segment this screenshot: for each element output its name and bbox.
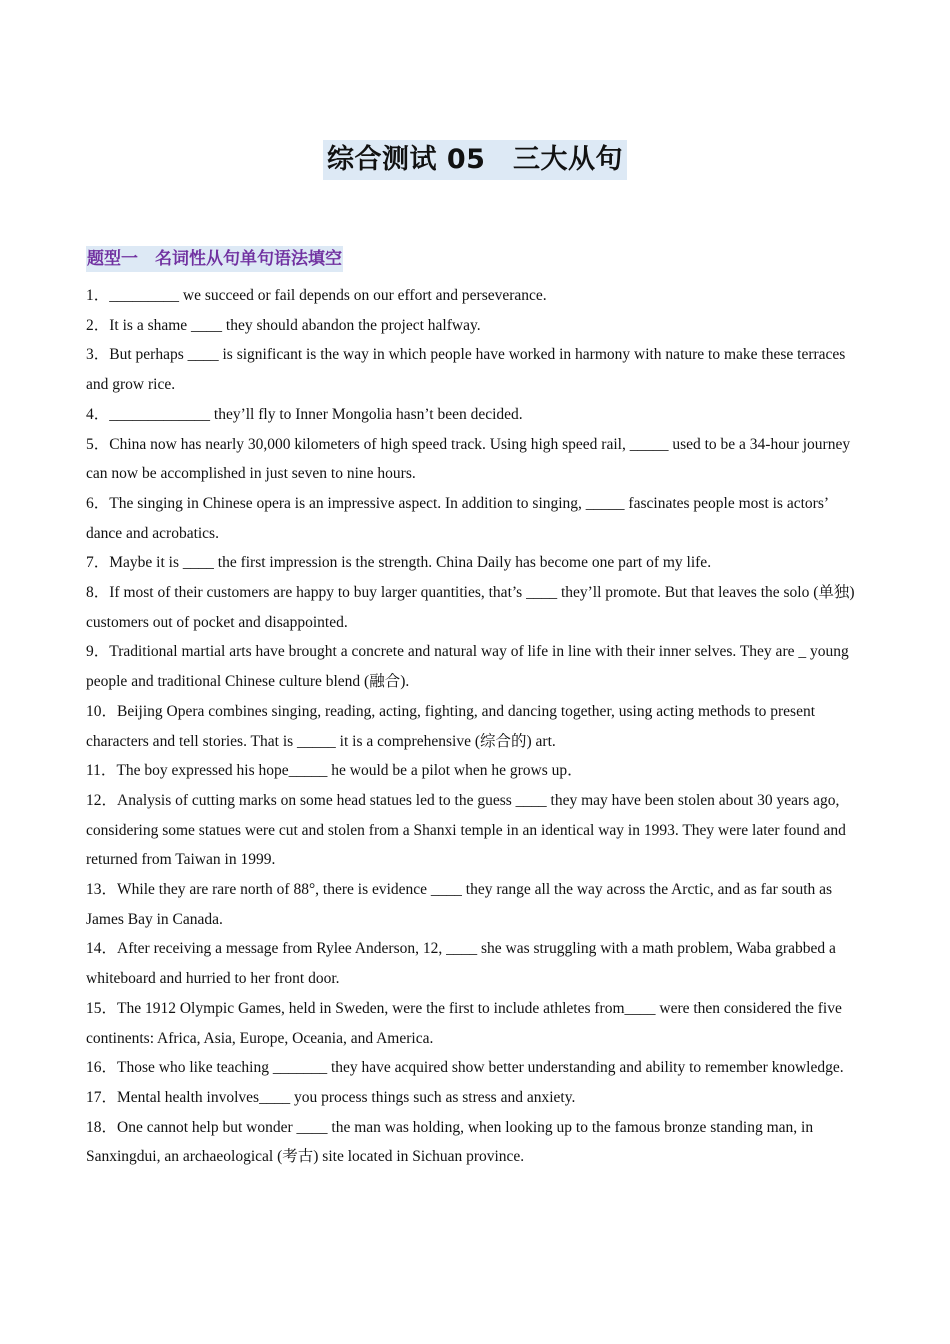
question-item [86,934,864,993]
question-text: Analysis of cutting marks on some head statues led to the guess ____ they may have been stolen about 30 years ago, considering some statues were cut and stolen from a Shanxi temple in an identical way in 1993. They were later found and returned from Taiwan in 1999. [86,791,846,869]
question-text: If most of their customers are happy to buy larger quantities, that’s ____ they’ll promote. But that leaves the solo (单独) customers out of pocket and disappointed. [86,584,855,631]
question-text: It is a shame ____ they should abandon the project halfway. [109,316,481,334]
question-item [86,1053,864,1083]
question-number: 5． [86,435,110,453]
question-list [86,281,864,1172]
question-number: 18． [86,1118,118,1136]
question-number: 10． [86,702,118,720]
question-number: 6． [86,494,110,512]
question-number: 1． [86,287,110,304]
question-item [86,430,864,489]
title-wrapper [0,140,950,180]
question-text: Those who like teaching _______ they have acquired show better understanding and ability to remember knowledge. [117,1059,844,1077]
question-text: The 1912 Olympic Games, held in Sweden, were the first to include athletes from____ were then considered the five continents: Africa, Asia, Europe, Oceania, and America. [86,999,842,1047]
question-item [86,311,864,341]
question-number: 14． [86,940,118,958]
question-text: One cannot help but wonder ____ the man was holding, when looking up to the famous bronze standing man, in Sanxingdui, an archaeological (考古) site located in Sichuan province. [86,1118,814,1166]
question-text: China now has nearly 30,000 kilometers of high speed track. Using high speed rail, _____ used to be a 34-hour journey can now be accomplished in just seven to nine hours. [86,435,851,483]
question-item [86,489,864,548]
question-number: 4． [86,405,110,423]
question-number: 8． [86,584,110,602]
question-item [86,994,864,1053]
question-text: Mental health involves____ you process things such as stress and anxiety. [117,1088,576,1106]
question-item [86,875,864,934]
question-item [86,340,864,399]
question-text: After receiving a message from Rylee Anderson, 12, ____ she was struggling with a math problem, Waba grabbed a whiteboard and hurried to her front door. [86,940,836,988]
question-item [86,1113,864,1172]
question-text: The boy expressed his hope_____ he would be a pilot when he grows up． [116,762,583,780]
page-title: 综合测试 05 三大从句 [323,140,627,180]
question-number: 13． [86,881,118,899]
section-heading: 题型一 名词性从句单句语法填空 [86,246,343,272]
question-text: The singing in Chinese opera is an impressive aspect. In addition to singing, _____ fascinates people most is actors’ dance and acrobatics. [86,494,828,542]
question-text: Beijing Opera combines singing, reading, acting, fighting, and dancing together, using acting methods to present characters and tell stories. That is _____ it is a comprehensive (综合的) art. [86,702,816,750]
question-item [86,637,864,696]
question-number: 12． [86,791,118,809]
question-item [86,548,864,578]
question-text: _________ we succeed or fail depends on our effort and perseverance. [109,287,547,304]
question-number: 15． [86,999,118,1017]
question-item [86,786,864,875]
question-text: Maybe it is ____ the first impression is the strength. China Daily has become one part of my life. [109,554,712,572]
question-item [86,400,864,430]
question-item [86,578,864,637]
question-text: But perhaps ____ is significant is the way in which people have worked in harmony with nature to make these terraces and grow rice. [86,346,846,394]
question-item [86,1083,864,1113]
question-number: 17． [86,1088,118,1106]
question-item [86,697,864,756]
question-text: Traditional martial arts have brought a concrete and natural way of life in line with their inner selves. They are _ young people and traditional Chinese culture blend (融合). [86,643,849,691]
question-number: 9． [86,643,110,661]
question-item [86,281,864,311]
question-number: 7． [86,554,110,572]
question-text: _____________ they’ll fly to Inner Mongolia hasn’t been decided. [109,405,523,423]
question-number: 3． [86,346,110,364]
question-number: 11． [86,762,117,780]
question-number: 16． [86,1059,118,1077]
question-text: While they are rare north of 88°, there is evidence ____ they range all the way across the Arctic, and as far south as James Bay in Canada. [86,881,833,928]
question-item [86,756,864,786]
question-number: 2． [86,316,110,334]
